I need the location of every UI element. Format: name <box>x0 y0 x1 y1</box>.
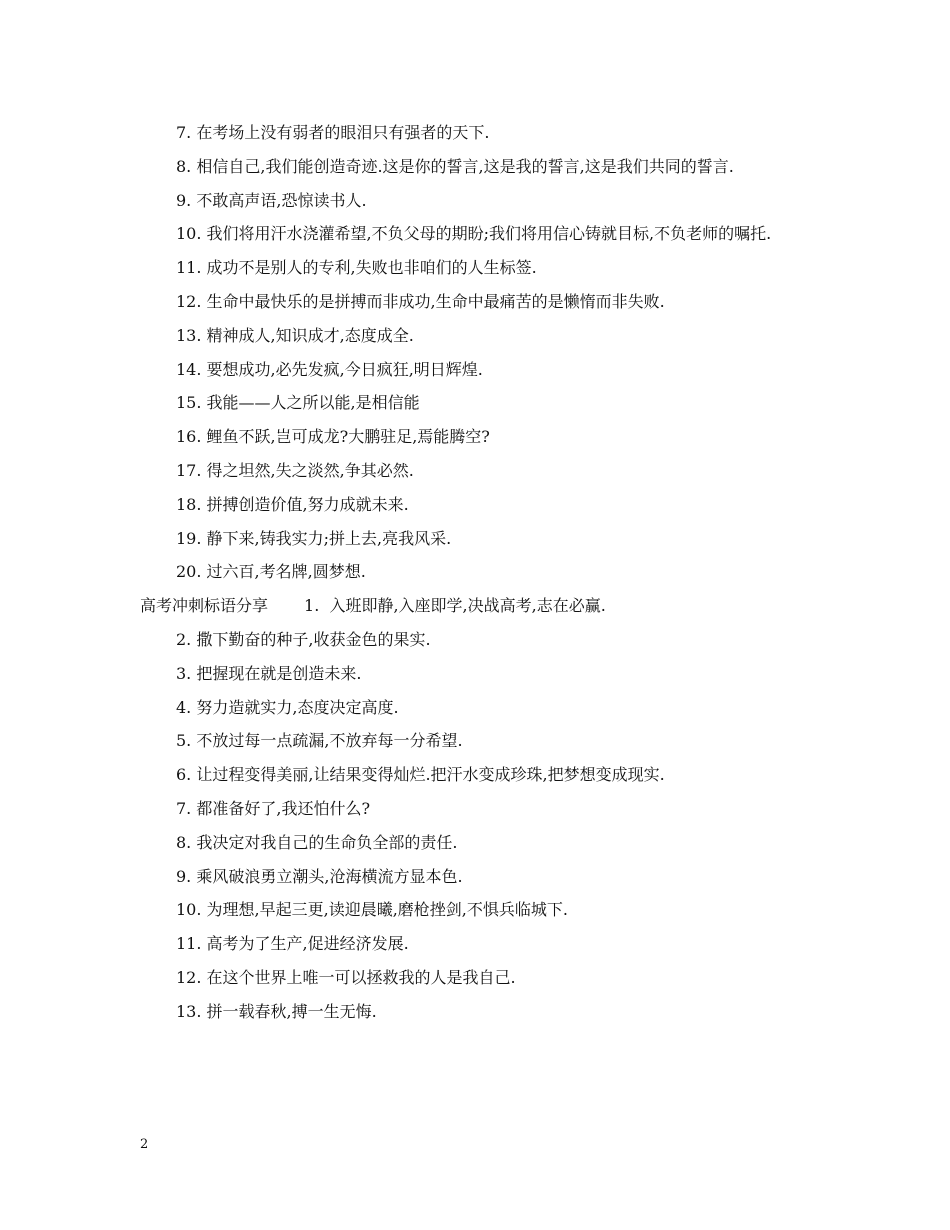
list-item: 16. 鲤鱼不跃,岂可成龙?大鹏驻足,焉能腾空? <box>176 427 490 447</box>
list-item: 8. 相信自己,我们能创造奇迹.这是你的誓言,这是我的誓言,这是我们共同的誓言. <box>176 156 734 176</box>
list-item: 10. 我们将用汗水浇灌希望,不负父母的期盼;我们将用信心铸就目标,不负老师的嘱托. <box>176 224 772 244</box>
list-item: 4. 努力造就实力,态度决定高度. <box>176 697 399 717</box>
list-item: 10. 为理想,早起三更,读迎晨曦,磨枪挫剑,不惧兵临城下. <box>176 900 568 920</box>
list-item: 9. 不敢高声语,恐惊读书人. <box>176 190 367 210</box>
list-item: 12. 在这个世界上唯一可以拯救我的人是我自己. <box>176 967 516 987</box>
list-item: 14. 要想成功,必先发疯,今日疯狂,明日辉煌. <box>176 359 483 379</box>
list-item: 11. 高考为了生产,促进经济发展. <box>176 934 409 954</box>
page-number: 2 <box>140 1137 149 1152</box>
list-item: 15. 我能——人之所以能,是相信能 <box>176 393 420 413</box>
list-item: 13. 拼一载春秋,搏一生无悔. <box>176 1001 377 1021</box>
list-item: 5. 不放过每一点疏漏,不放弃每一分希望. <box>176 731 463 751</box>
list-item: 1. 入班即静,入座即学,决战高考,志在必赢. <box>304 596 606 616</box>
list-item: 20. 过六百,考名牌,圆梦想. <box>176 562 366 582</box>
list-item: 7. 在考场上没有弱者的眼泪只有强者的天下. <box>176 123 490 142</box>
list-item: 13. 精神成人,知识成才,态度成全. <box>176 325 414 345</box>
list-item: 17. 得之坦然,失之淡然,争其必然. <box>176 460 414 480</box>
list-item: 12. 生命中最快乐的是拼搏而非成功,生命中最痛苦的是懒惰而非失败. <box>176 291 665 311</box>
section-title: 高考冲刺标语分享 <box>140 596 269 616</box>
list-item: 7. 都准备好了,我还怕什么? <box>176 798 371 818</box>
list-item: 3. 把握现在就是创造未来. <box>176 663 362 683</box>
list-item: 2. 撒下勤奋的种子,收获金色的果实. <box>176 629 431 649</box>
list-item: 18. 拼搏创造价值,努力成就未来. <box>176 494 409 514</box>
section-heading-line <box>140 589 820 623</box>
document-body <box>140 116 820 1029</box>
list-item: 8. 我决定对我自己的生命负全部的责任. <box>176 832 458 852</box>
list-item: 11. 成功不是别人的专利,失败也非咱们的人生标签. <box>176 258 537 278</box>
slogan-list <box>140 623 820 1029</box>
slogan-list-continued <box>140 116 820 589</box>
list-item: 9. 乘风破浪勇立潮头,沧海横流方显本色. <box>176 866 463 886</box>
list-item: 6. 让过程变得美丽,让结果变得灿烂.把汗水变成珍珠,把梦想变成现实. <box>176 765 665 785</box>
list-item: 19. 静下来,铸我实力;拼上去,亮我风采. <box>176 528 452 548</box>
